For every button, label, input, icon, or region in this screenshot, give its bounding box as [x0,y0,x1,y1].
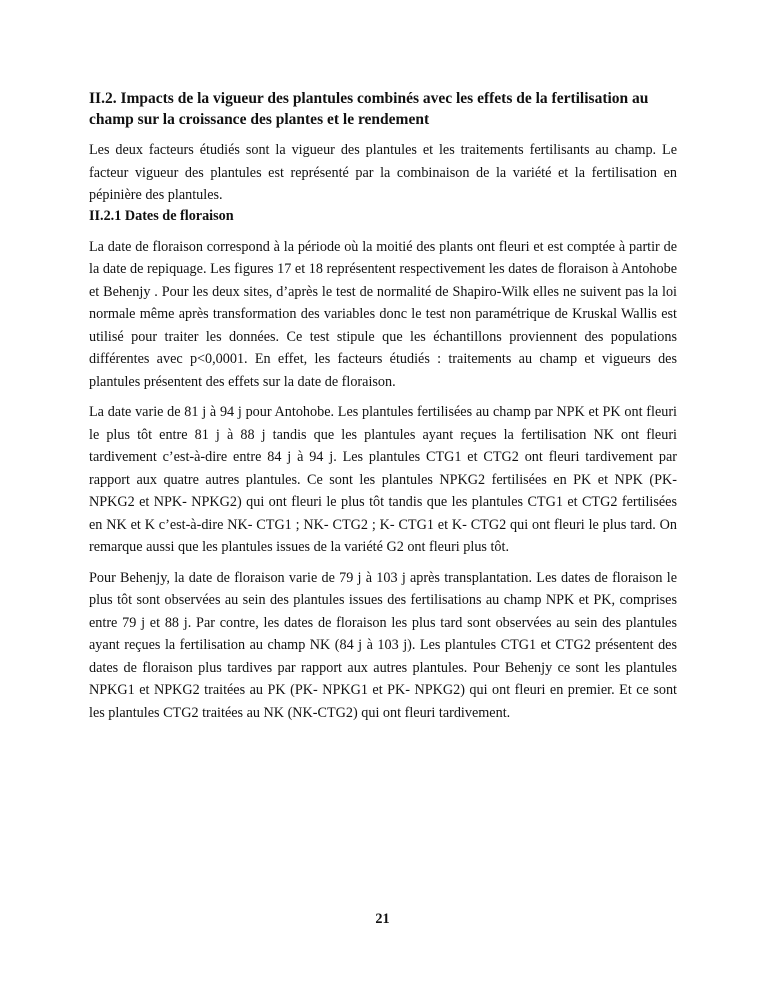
body-paragraph-1: La date de floraison correspond à la période où la moitié des plants ont fleuri et est comptée à partir de la date de repiquage. Les figures 17 et 18 représentent respectivement les dates de floraison à Antohobe et Behenjy . Pour les deux sites, d’après le test de normalité de Shapiro-Wilk elles ne suivent pas la loi normale même après transformation des variables donc le test non paramétrique de Kruskal Wallis est utilisé pour traiter les données. Ce test stipule que les échantillons proviennent des populations différentes avec p<0,0001. En effet, les facteurs étudiés : traitements au champ et vigueurs des plantules présentent des effets sur la date de floraison. [89,238,677,390]
body-paragraph-3: Pour Behenjy, la date de floraison varie de 79 j à 103 j après transplantation. Les dates de floraison le plus tôt sont observées au sein des plantules issues des fertilisations au champ NPK et PK, comprises entre 79 j et 88 j. Par contre, les dates de floraison les plus tard sont observées au sein des plantules ayant reçues la fertilisation au champ NK (84 j à 103 j). Les plantules CTG1 et CTG2 présentent des dates de floraison plus tardives par rapport aux autres plantules. Pour Behenjy ce sont les plantules NPKG1 et NPKG2 traitées au PK (PK- NPKG1 et PK- NPKG2) qui ont fleuri en premier. Et ce sont les plantules CTG2 traitées au NK (NK-CTG2) qui ont fleuri tardivement. [89,569,677,721]
section-intro-paragraph: Les deux facteurs étudiés sont la vigueur des plantules et les traitements fertilisants au champ. Le facteur vigueur des plantules est représenté par la combinaison de la variété et la fertilisation en pépinière des plantules. [89,142,677,203]
page-number: 21 [375,911,390,927]
body-paragraph-2: La date varie de 81 j à 94 j pour Antohobe. Les plantules fertilisées au champ par NPK et PK ont fleuri le plus tôt entre 81 j à 88 j tandis que les plantules ayant reçues la fertilisation NK ont fleuri tardivement c’est-à-dire entre 84 j à 94 j. Les plantules CTG1 et CTG2 ont fleuri tardivement par rapport aux quatre autres plantules. Ce sont les plantules NPKG2 fertilisées en PK et NPK (PK-NPKG2 et NPK- NPKG2) qui ont fleuri le plus tôt tandis que les plantules CTG1 et CTG2 fertilisées en NK et K c’est-à-dire NK- CTG1 ; NK- CTG2 ; K- CTG1 et K- CTG2 qui ont fleuri le plus tard. On remarque aussi que les plantules issues de la variété G2 ont fleuri plus tôt. [89,404,677,555]
document-page [89,88,677,724]
section-title: II.2. Impacts de la vigueur des plantules combinés avec les effets de la fertilisation au champ sur la croissance des plantes et le rendement [89,90,649,128]
subsection-title: II.2.1 Dates de floraison [89,207,234,224]
